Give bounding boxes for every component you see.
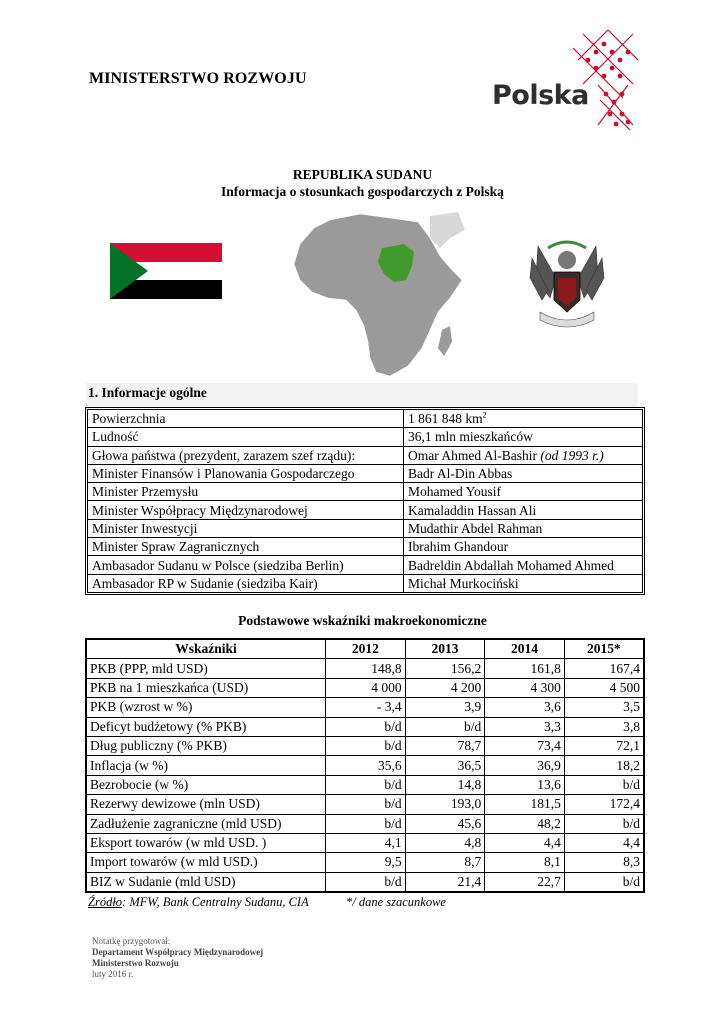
macro-value: 4 000 bbox=[326, 678, 406, 697]
macro-value: 21,4 bbox=[405, 872, 485, 892]
info-value bbox=[404, 501, 643, 519]
info-row bbox=[88, 556, 643, 574]
macro-value: 9,5 bbox=[326, 853, 406, 872]
macro-value: 4 500 bbox=[564, 678, 644, 697]
info-key: Minister Przemysłu bbox=[88, 483, 404, 501]
macro-value: 73,4 bbox=[485, 736, 565, 755]
info-key: Minister Spraw Zagranicznych bbox=[88, 538, 404, 556]
macro-indicator: PKB (wzrost w %) bbox=[86, 698, 326, 717]
macro-row bbox=[86, 853, 644, 872]
macro-value: 8,7 bbox=[405, 853, 485, 872]
source-label: Źródło bbox=[88, 895, 123, 909]
macro-value: b/d bbox=[564, 872, 644, 892]
macro-value: 48,2 bbox=[485, 814, 565, 833]
info-value-text: Omar Ahmed Al-Bashir bbox=[408, 447, 541, 463]
macro-value: 35,6 bbox=[326, 756, 406, 775]
info-value bbox=[404, 483, 643, 501]
info-value-text: Mudathir Abdel Rahman bbox=[408, 520, 543, 536]
macro-indicator: PKB (PPP, mld USD) bbox=[86, 659, 326, 678]
info-value-text: Kamaladdin Hassan Ali bbox=[408, 502, 537, 518]
macro-indicator: Rezerwy dewizowe (mln USD) bbox=[86, 795, 326, 814]
info-row bbox=[88, 428, 643, 446]
macro-value: 4 200 bbox=[405, 678, 485, 697]
macro-row bbox=[86, 659, 644, 678]
sudan-flag bbox=[110, 243, 222, 299]
macro-indicator: Import towarów (w mld USD.) bbox=[86, 853, 326, 872]
footer-department: Departament Współpracy Międzynarodowej bbox=[92, 947, 264, 957]
macro-row bbox=[86, 814, 644, 833]
info-value-text: Mohamed Yousif bbox=[408, 484, 502, 500]
macro-column-header: 2015* bbox=[564, 639, 644, 659]
macro-value: 156,2 bbox=[405, 659, 485, 678]
section-general-heading: 1. Informacje ogólne bbox=[88, 385, 207, 400]
macro-value: 193,0 bbox=[405, 795, 485, 814]
macro-value: - 3,4 bbox=[326, 698, 406, 717]
info-value-text: Michał Murkociński bbox=[408, 575, 519, 591]
macro-value: 8,1 bbox=[485, 853, 565, 872]
macro-heading: Podstawowe wskaźniki makroekonomiczne bbox=[238, 613, 487, 628]
document-title bbox=[0, 166, 725, 200]
info-key: Minister Inwestycji bbox=[88, 519, 404, 537]
info-key: Minister Współpracy Międzynarodowej bbox=[88, 501, 404, 519]
macro-value: 22,7 bbox=[485, 872, 565, 892]
macro-row bbox=[86, 872, 644, 892]
macro-row bbox=[86, 795, 644, 814]
polska-logo bbox=[488, 30, 643, 140]
macro-table-container bbox=[85, 638, 645, 893]
macro-value: 4,4 bbox=[564, 833, 644, 852]
source-text: : MFW, Bank Centralny Sudanu, CIA bbox=[122, 895, 309, 909]
info-key: Ambasador Sudanu w Polsce (siedziba Berlin) bbox=[88, 556, 404, 574]
estimate-note: */ dane szacunkowe bbox=[346, 895, 446, 909]
macro-value: 45,6 bbox=[405, 814, 485, 833]
macro-value: b/d bbox=[326, 736, 406, 755]
macro-value: b/d bbox=[564, 775, 644, 794]
footer-prepared: Notatkę przygotował: bbox=[92, 936, 171, 946]
info-value bbox=[404, 464, 643, 482]
macro-value: 78,7 bbox=[405, 736, 485, 755]
info-value bbox=[404, 446, 643, 464]
macro-value: 14,8 bbox=[405, 775, 485, 794]
macro-table bbox=[85, 638, 645, 893]
macro-value: 8,3 bbox=[564, 853, 644, 872]
macro-value: 72,1 bbox=[564, 736, 644, 755]
macro-value: b/d bbox=[326, 814, 406, 833]
macro-row bbox=[86, 736, 644, 755]
macro-value: 181,5 bbox=[485, 795, 565, 814]
macro-value: b/d bbox=[564, 814, 644, 833]
info-key: Ambasador RP w Sudanie (siedziba Kair) bbox=[88, 574, 404, 592]
macro-value: 172,4 bbox=[564, 795, 644, 814]
macro-value: 3,8 bbox=[564, 717, 644, 736]
general-info-table bbox=[85, 407, 645, 595]
info-key: Powierzchnia bbox=[88, 410, 404, 428]
info-key: Głowa państwa (prezydent, zarazem szef rządu): bbox=[88, 446, 404, 464]
macro-indicator: BIZ w Sudanie (mld USD) bbox=[86, 872, 326, 892]
info-row bbox=[88, 501, 643, 519]
macro-indicator: Eksport towarów (w mld USD. ) bbox=[86, 833, 326, 852]
macro-column-header: Wskaźniki bbox=[86, 639, 326, 659]
macro-value: 4,1 bbox=[326, 833, 406, 852]
macro-value: 36,9 bbox=[485, 756, 565, 775]
macro-value: 4,8 bbox=[405, 833, 485, 852]
footer-ministry: Ministerstwo Rozwoju bbox=[92, 958, 179, 968]
macro-indicator: PKB na 1 mieszkańca (USD) bbox=[86, 678, 326, 697]
macro-row bbox=[86, 717, 644, 736]
info-row bbox=[88, 446, 643, 464]
info-value-text: Ibrahim Ghandour bbox=[408, 539, 509, 555]
macro-value: 167,4 bbox=[564, 659, 644, 678]
macro-row bbox=[86, 678, 644, 697]
macro-row bbox=[86, 698, 644, 717]
info-value bbox=[404, 410, 643, 428]
macro-value: 3,6 bbox=[485, 698, 565, 717]
info-value-text: 1 861 848 km bbox=[408, 411, 483, 427]
macro-row bbox=[86, 756, 644, 775]
source-note bbox=[88, 895, 309, 910]
info-value bbox=[404, 428, 643, 446]
ministry-name: MINISTERSTWO ROZWOJU bbox=[89, 70, 307, 87]
macro-indicator: Zadłużenie zagraniczne (mld USD) bbox=[86, 814, 326, 833]
sudan-emblem bbox=[528, 238, 606, 334]
macro-row bbox=[86, 833, 644, 852]
info-value-text: Badreldin Abdallah Mohamed Ahmed bbox=[408, 557, 614, 573]
macro-column-header: 2014 bbox=[485, 639, 565, 659]
macro-value: b/d bbox=[326, 775, 406, 794]
logo-wordmark: Polska bbox=[492, 80, 589, 111]
info-value bbox=[404, 556, 643, 574]
macro-column-header: 2012 bbox=[326, 639, 406, 659]
macro-value: 4 300 bbox=[485, 678, 565, 697]
info-value-superscript: 2 bbox=[482, 410, 487, 420]
info-value bbox=[404, 519, 643, 537]
info-value-text: Badr Al-Din Abbas bbox=[408, 466, 513, 482]
info-value bbox=[404, 574, 643, 592]
info-value-note: (od 1993 r.) bbox=[540, 447, 604, 463]
macro-value: 3,3 bbox=[485, 717, 565, 736]
macro-value: 3,5 bbox=[564, 698, 644, 717]
footer-note bbox=[92, 936, 263, 980]
africa-map bbox=[290, 208, 465, 380]
info-key: Minister Finansów i Planowania Gospodarczego bbox=[88, 464, 404, 482]
macro-indicator: Inflacja (w %) bbox=[86, 756, 326, 775]
footer-date: luty 2016 r. bbox=[92, 969, 134, 979]
macro-indicator: Deficyt budżetowy (% PKB) bbox=[86, 717, 326, 736]
macro-indicator: Bezrobocie (w %) bbox=[86, 775, 326, 794]
macro-value: 4,4 bbox=[485, 833, 565, 852]
macro-value: 36,5 bbox=[405, 756, 485, 775]
info-value-text: 36,1 mln mieszkańców bbox=[408, 429, 533, 445]
macro-column-header: 2013 bbox=[405, 639, 485, 659]
macro-value: b/d bbox=[326, 872, 406, 892]
macro-value: b/d bbox=[405, 717, 485, 736]
macro-value: 3,9 bbox=[405, 698, 485, 717]
macro-value: 13,6 bbox=[485, 775, 565, 794]
macro-value: 161,8 bbox=[485, 659, 565, 678]
title-subtitle: Informacja o stosunkach gospodarczych z Polską bbox=[221, 184, 504, 199]
title-country: REPUBLIKA SUDANU bbox=[292, 167, 433, 182]
macro-value: b/d bbox=[326, 795, 406, 814]
info-row bbox=[88, 483, 643, 501]
info-row bbox=[88, 464, 643, 482]
macro-value: 148,8 bbox=[326, 659, 406, 678]
info-row bbox=[88, 538, 643, 556]
info-row bbox=[88, 519, 643, 537]
info-key: Ludność bbox=[88, 428, 404, 446]
info-row bbox=[88, 410, 643, 428]
macro-row bbox=[86, 775, 644, 794]
info-value bbox=[404, 538, 643, 556]
macro-indicator: Dług publiczny (% PKB) bbox=[86, 736, 326, 755]
info-row bbox=[88, 574, 643, 592]
macro-value: 18,2 bbox=[564, 756, 644, 775]
macro-value: b/d bbox=[326, 717, 406, 736]
